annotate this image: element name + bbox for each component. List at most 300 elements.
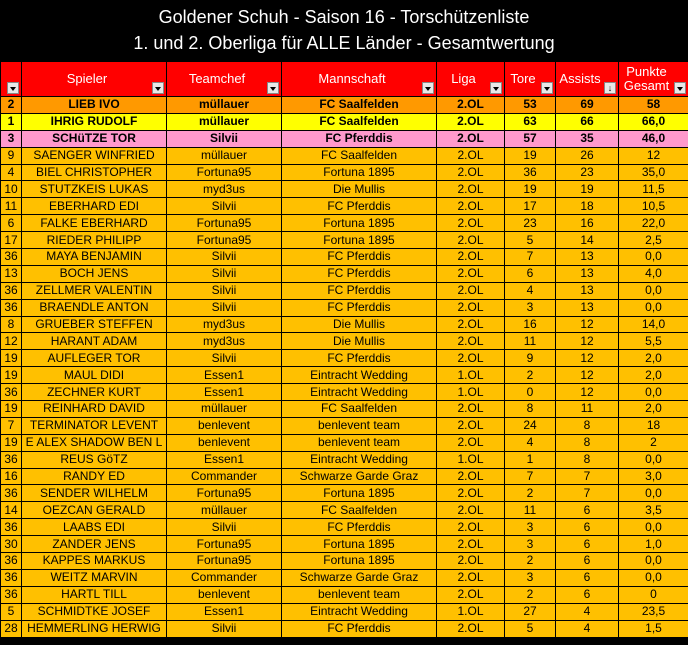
cell-teamchef[interactable]: Fortuna95 xyxy=(167,232,282,249)
sort-descending-icon[interactable]: ↓ xyxy=(604,82,616,94)
cell-tore[interactable]: 19 xyxy=(505,147,556,164)
cell-teamchef[interactable]: Silvii xyxy=(167,620,282,637)
table-row xyxy=(1,130,688,147)
cell-mannschaft[interactable]: FC Saalfelden xyxy=(282,502,437,519)
cell-liga[interactable]: 2.OL xyxy=(437,468,505,485)
cell-rank[interactable]: 13 xyxy=(1,265,22,282)
cell-rank[interactable]: 28 xyxy=(1,620,22,637)
table-row xyxy=(1,401,688,418)
cell-mannschaft[interactable]: Die Mullis xyxy=(282,181,437,198)
cell-liga[interactable]: 2.OL xyxy=(437,316,505,333)
cell-rank[interactable]: 36 xyxy=(1,586,22,603)
cell-assists[interactable]: 13 xyxy=(556,299,619,316)
cell-rank[interactable]: 36 xyxy=(1,553,22,570)
cell-tore[interactable]: 0 xyxy=(505,384,556,401)
table-row xyxy=(1,249,688,266)
cell-liga[interactable]: 1.OL xyxy=(437,451,505,468)
cell-assists[interactable]: 16 xyxy=(556,215,619,232)
cell-mannschaft[interactable]: FC Saalfelden xyxy=(282,147,437,164)
cell-assists[interactable]: 13 xyxy=(556,282,619,299)
cell-mannschaft[interactable]: benlevent team xyxy=(282,434,437,451)
cell-rank[interactable]: 10 xyxy=(1,181,22,198)
cell-tore[interactable]: 24 xyxy=(505,417,556,434)
cell-punkte[interactable]: 1,0 xyxy=(619,536,688,553)
cell-spieler[interactable]: SENDER WILHELM xyxy=(22,485,167,502)
cell-tore[interactable]: 2 xyxy=(505,553,556,570)
cell-rank[interactable]: 36 xyxy=(1,569,22,586)
cell-teamchef[interactable]: Fortuna95 xyxy=(167,485,282,502)
cell-punkte[interactable]: 2,0 xyxy=(619,401,688,418)
cell-liga[interactable]: 2.OL xyxy=(437,620,505,637)
filter-dropdown-icon[interactable] xyxy=(152,82,164,94)
filter-dropdown-icon[interactable] xyxy=(541,82,553,94)
cell-spieler[interactable]: LIEB IVO xyxy=(22,97,167,114)
cell-spieler[interactable]: RIEDER PHILIPP xyxy=(22,232,167,249)
cell-spieler[interactable]: LAABS EDI xyxy=(22,519,167,536)
filter-dropdown-icon[interactable] xyxy=(7,82,19,94)
cell-mannschaft[interactable]: FC Pferddis xyxy=(282,130,437,147)
cell-liga[interactable]: 2.OL xyxy=(437,232,505,249)
cell-teamchef[interactable]: Fortuna95 xyxy=(167,553,282,570)
cell-spieler[interactable]: HARTL TILL xyxy=(22,586,167,603)
cell-punkte[interactable]: 35,0 xyxy=(619,164,688,181)
cell-teamchef[interactable]: müllauer xyxy=(167,97,282,114)
cell-liga[interactable]: 2.OL xyxy=(437,434,505,451)
cell-tore[interactable]: 36 xyxy=(505,164,556,181)
cell-teamchef[interactable]: Essen1 xyxy=(167,384,282,401)
cell-spieler[interactable]: GRUEBER STEFFEN xyxy=(22,316,167,333)
cell-spieler[interactable]: OEZCAN GERALD xyxy=(22,502,167,519)
cell-liga[interactable]: 1.OL xyxy=(437,384,505,401)
cell-teamchef[interactable]: Silvii xyxy=(167,282,282,299)
cell-liga[interactable]: 2.OL xyxy=(437,215,505,232)
cell-assists[interactable]: 35 xyxy=(556,130,619,147)
cell-teamchef[interactable]: müllauer xyxy=(167,401,282,418)
cell-assists[interactable]: 13 xyxy=(556,265,619,282)
cell-rank[interactable]: 17 xyxy=(1,232,22,249)
cell-mannschaft[interactable]: Eintracht Wedding xyxy=(282,384,437,401)
table-row xyxy=(1,519,688,536)
cell-teamchef[interactable]: müllauer xyxy=(167,147,282,164)
cell-spieler[interactable]: RANDY ED xyxy=(22,468,167,485)
header-row xyxy=(1,62,688,97)
cell-mannschaft[interactable]: FC Pferddis xyxy=(282,282,437,299)
table-row xyxy=(1,299,688,316)
cell-liga[interactable]: 2.OL xyxy=(437,282,505,299)
cell-assists[interactable]: 18 xyxy=(556,198,619,215)
cell-teamchef[interactable]: Fortuna95 xyxy=(167,536,282,553)
cell-punkte[interactable]: 12 xyxy=(619,147,688,164)
cell-rank[interactable]: 8 xyxy=(1,316,22,333)
cell-assists[interactable]: 23 xyxy=(556,164,619,181)
cell-tore[interactable]: 16 xyxy=(505,316,556,333)
cell-spieler[interactable]: REUS GöTZ xyxy=(22,451,167,468)
cell-mannschaft[interactable]: FC Saalfelden xyxy=(282,97,437,114)
cell-punkte[interactable]: 66,0 xyxy=(619,113,688,130)
table-row xyxy=(1,384,688,401)
header-assists: Assists ↓ xyxy=(556,62,619,97)
cell-liga[interactable]: 2.OL xyxy=(437,181,505,198)
cell-spieler[interactable]: ZELLMER VALENTIN xyxy=(22,282,167,299)
cell-teamchef[interactable]: Silvii xyxy=(167,130,282,147)
cell-tore[interactable]: 19 xyxy=(505,181,556,198)
cell-tore[interactable]: 57 xyxy=(505,130,556,147)
cell-teamchef[interactable]: Essen1 xyxy=(167,367,282,384)
cell-rank[interactable]: 19 xyxy=(1,367,22,384)
table-row xyxy=(1,350,688,367)
cell-tore[interactable]: 23 xyxy=(505,215,556,232)
cell-liga[interactable]: 2.OL xyxy=(437,97,505,114)
cell-punkte[interactable]: 0,0 xyxy=(619,282,688,299)
cell-tore[interactable]: 7 xyxy=(505,249,556,266)
cell-rank[interactable]: 36 xyxy=(1,249,22,266)
cell-rank[interactable]: 5 xyxy=(1,603,22,620)
table-row xyxy=(1,198,688,215)
cell-punkte[interactable]: 5,5 xyxy=(619,333,688,350)
cell-rank[interactable]: 7 xyxy=(1,417,22,434)
cell-teamchef[interactable]: Silvii xyxy=(167,198,282,215)
cell-tore[interactable]: 5 xyxy=(505,620,556,637)
table-row xyxy=(1,468,688,485)
cell-tore[interactable]: 2 xyxy=(505,586,556,603)
cell-mannschaft[interactable]: FC Saalfelden xyxy=(282,113,437,130)
cell-assists[interactable]: 12 xyxy=(556,384,619,401)
cell-punkte[interactable]: 58 xyxy=(619,97,688,114)
cell-teamchef[interactable]: Essen1 xyxy=(167,451,282,468)
cell-tore[interactable]: 3 xyxy=(505,299,556,316)
cell-liga[interactable]: 2.OL xyxy=(437,198,505,215)
cell-punkte[interactable]: 3,5 xyxy=(619,502,688,519)
cell-liga[interactable]: 2.OL xyxy=(437,265,505,282)
cell-tore[interactable]: 9 xyxy=(505,350,556,367)
cell-rank[interactable]: 36 xyxy=(1,299,22,316)
table-row xyxy=(1,603,688,620)
cell-tore[interactable]: 11 xyxy=(505,502,556,519)
filter-dropdown-icon[interactable] xyxy=(490,82,502,94)
table-row xyxy=(1,181,688,198)
cell-mannschaft[interactable]: Fortuna 1895 xyxy=(282,485,437,502)
cell-teamchef[interactable]: benlevent xyxy=(167,586,282,603)
cell-liga[interactable]: 1.OL xyxy=(437,603,505,620)
title-line-1: Goldener Schuh - Saison 16 - Torschützenliste xyxy=(158,7,530,27)
cell-spieler[interactable]: IHRIG RUDOLF xyxy=(22,113,167,130)
cell-tore[interactable]: 3 xyxy=(505,519,556,536)
cell-rank[interactable]: 12 xyxy=(1,333,22,350)
cell-mannschaft[interactable]: Schwarze Garde Graz xyxy=(282,569,437,586)
cell-teamchef[interactable]: Commander xyxy=(167,569,282,586)
cell-spieler[interactable]: EBERHARD EDI xyxy=(22,198,167,215)
cell-assists[interactable]: 6 xyxy=(556,569,619,586)
cell-assists[interactable]: 13 xyxy=(556,249,619,266)
cell-mannschaft[interactable]: Fortuna 1895 xyxy=(282,553,437,570)
cell-mannschaft[interactable]: FC Pferddis xyxy=(282,265,437,282)
cell-assists[interactable]: 12 xyxy=(556,333,619,350)
cell-punkte[interactable]: 0,0 xyxy=(619,485,688,502)
cell-spieler[interactable]: HEMMERLING HERWIG xyxy=(22,620,167,637)
cell-punkte[interactable]: 11,5 xyxy=(619,181,688,198)
cell-mannschaft[interactable]: Eintracht Wedding xyxy=(282,603,437,620)
filter-dropdown-icon[interactable] xyxy=(422,82,434,94)
cell-spieler[interactable]: ZANDER JENS xyxy=(22,536,167,553)
cell-assists[interactable]: 12 xyxy=(556,350,619,367)
cell-tore[interactable]: 53 xyxy=(505,97,556,114)
cell-punkte[interactable]: 0,0 xyxy=(619,384,688,401)
cell-punkte[interactable]: 4,0 xyxy=(619,265,688,282)
cell-tore[interactable]: 4 xyxy=(505,282,556,299)
cell-liga[interactable]: 2.OL xyxy=(437,130,505,147)
cell-rank[interactable]: 16 xyxy=(1,468,22,485)
cell-punkte[interactable]: 2,0 xyxy=(619,367,688,384)
cell-rank[interactable]: 36 xyxy=(1,282,22,299)
cell-spieler[interactable]: E ALEX SHADOW BEN L xyxy=(22,434,167,451)
cell-rank[interactable]: 36 xyxy=(1,384,22,401)
cell-teamchef[interactable]: myd3us xyxy=(167,316,282,333)
cell-punkte[interactable]: 10,5 xyxy=(619,198,688,215)
cell-assists[interactable]: 12 xyxy=(556,316,619,333)
cell-tore[interactable]: 7 xyxy=(505,468,556,485)
cell-rank[interactable]: 3 xyxy=(1,130,22,147)
cell-punkte[interactable]: 0,0 xyxy=(619,299,688,316)
cell-spieler[interactable]: MAUL DIDI xyxy=(22,367,167,384)
cell-liga[interactable]: 2.OL xyxy=(437,299,505,316)
cell-teamchef[interactable]: Silvii xyxy=(167,519,282,536)
cell-liga[interactable]: 2.OL xyxy=(437,569,505,586)
table-row xyxy=(1,316,688,333)
cell-mannschaft[interactable]: Fortuna 1895 xyxy=(282,164,437,181)
cell-teamchef[interactable]: Fortuna95 xyxy=(167,215,282,232)
cell-liga[interactable]: 1.OL xyxy=(437,367,505,384)
cell-mannschaft[interactable]: FC Pferddis xyxy=(282,620,437,637)
filter-dropdown-icon[interactable] xyxy=(267,82,279,94)
cell-liga[interactable]: 2.OL xyxy=(437,553,505,570)
cell-tore[interactable]: 3 xyxy=(505,536,556,553)
cell-mannschaft[interactable]: Schwarze Garde Graz xyxy=(282,468,437,485)
cell-assists[interactable]: 4 xyxy=(556,603,619,620)
cell-assists[interactable]: 8 xyxy=(556,434,619,451)
cell-tore[interactable]: 27 xyxy=(505,603,556,620)
header-rank xyxy=(1,62,22,97)
cell-tore[interactable]: 2 xyxy=(505,367,556,384)
header-punkte: Punkte Gesamt xyxy=(619,62,688,97)
cell-rank[interactable]: 14 xyxy=(1,502,22,519)
cell-teamchef[interactable]: Fortuna95 xyxy=(167,164,282,181)
cell-tore[interactable]: 4 xyxy=(505,434,556,451)
table-row xyxy=(1,113,688,130)
cell-rank[interactable]: 36 xyxy=(1,519,22,536)
cell-assists[interactable]: 12 xyxy=(556,367,619,384)
cell-liga[interactable]: 2.OL xyxy=(437,249,505,266)
cell-liga[interactable]: 2.OL xyxy=(437,536,505,553)
cell-spieler[interactable]: BRAENDLE ANTON xyxy=(22,299,167,316)
cell-liga[interactable]: 2.OL xyxy=(437,401,505,418)
cell-mannschaft[interactable]: FC Pferddis xyxy=(282,519,437,536)
cell-mannschaft[interactable]: Fortuna 1895 xyxy=(282,536,437,553)
cell-punkte[interactable]: 0 xyxy=(619,586,688,603)
table-row xyxy=(1,215,688,232)
cell-punkte[interactable]: 22,0 xyxy=(619,215,688,232)
cell-mannschaft[interactable]: FC Pferddis xyxy=(282,198,437,215)
cell-punkte[interactable]: 23,5 xyxy=(619,603,688,620)
cell-rank[interactable]: 36 xyxy=(1,485,22,502)
cell-punkte[interactable]: 0,0 xyxy=(619,519,688,536)
cell-teamchef[interactable]: Silvii xyxy=(167,265,282,282)
table-row xyxy=(1,569,688,586)
cell-rank[interactable]: 11 xyxy=(1,198,22,215)
cell-assists[interactable]: 8 xyxy=(556,417,619,434)
cell-assists[interactable]: 4 xyxy=(556,620,619,637)
cell-mannschaft[interactable]: benlevent team xyxy=(282,586,437,603)
table-row xyxy=(1,586,688,603)
cell-tore[interactable]: 11 xyxy=(505,333,556,350)
cell-tore[interactable]: 3 xyxy=(505,569,556,586)
cell-spieler[interactable]: ZECHNER KURT xyxy=(22,384,167,401)
cell-punkte[interactable]: 0,0 xyxy=(619,451,688,468)
cell-spieler[interactable]: HARANT ADAM xyxy=(22,333,167,350)
cell-liga[interactable]: 2.OL xyxy=(437,417,505,434)
table-row xyxy=(1,502,688,519)
cell-spieler[interactable]: STUTZKEIS LUKAS xyxy=(22,181,167,198)
cell-liga[interactable]: 2.OL xyxy=(437,147,505,164)
cell-spieler[interactable]: AUFLEGER TOR xyxy=(22,350,167,367)
cell-spieler[interactable]: SCHüTZE TOR xyxy=(22,130,167,147)
cell-assists[interactable]: 69 xyxy=(556,97,619,114)
cell-punkte[interactable]: 14,0 xyxy=(619,316,688,333)
header-teamchef: Teamchef xyxy=(167,62,282,97)
cell-mannschaft[interactable]: FC Pferddis xyxy=(282,350,437,367)
table-row xyxy=(1,147,688,164)
cell-rank[interactable]: 30 xyxy=(1,536,22,553)
cell-mannschaft[interactable]: Die Mullis xyxy=(282,333,437,350)
cell-mannschaft[interactable]: FC Pferddis xyxy=(282,249,437,266)
cell-teamchef[interactable]: müllauer xyxy=(167,502,282,519)
cell-mannschaft[interactable]: benlevent team xyxy=(282,417,437,434)
table-row xyxy=(1,97,688,114)
cell-punkte[interactable]: 46,0 xyxy=(619,130,688,147)
cell-assists[interactable]: 7 xyxy=(556,468,619,485)
cell-punkte[interactable]: 3,0 xyxy=(619,468,688,485)
table-row xyxy=(1,265,688,282)
cell-punkte[interactable]: 1,5 xyxy=(619,620,688,637)
cell-punkte[interactable]: 0,0 xyxy=(619,249,688,266)
table-row xyxy=(1,451,688,468)
cell-mannschaft[interactable]: Die Mullis xyxy=(282,316,437,333)
cell-liga[interactable]: 2.OL xyxy=(437,350,505,367)
cell-teamchef[interactable]: myd3us xyxy=(167,333,282,350)
cell-punkte[interactable]: 18 xyxy=(619,417,688,434)
cell-spieler[interactable]: FALKE EBERHARD xyxy=(22,215,167,232)
cell-rank[interactable]: 2 xyxy=(1,97,22,114)
cell-rank[interactable]: 19 xyxy=(1,434,22,451)
cell-spieler[interactable]: KAPPES MARKUS xyxy=(22,553,167,570)
cell-rank[interactable]: 4 xyxy=(1,164,22,181)
header-tore: Tore xyxy=(505,62,556,97)
cell-assists[interactable]: 6 xyxy=(556,586,619,603)
cell-assists[interactable]: 11 xyxy=(556,401,619,418)
cell-assists[interactable]: 6 xyxy=(556,553,619,570)
cell-teamchef[interactable]: Silvii xyxy=(167,249,282,266)
cell-teamchef[interactable]: Commander xyxy=(167,468,282,485)
cell-spieler[interactable]: SCHMIDTKE JOSEF xyxy=(22,603,167,620)
cell-punkte[interactable]: 0,0 xyxy=(619,569,688,586)
cell-spieler[interactable]: MAYA BENJAMIN xyxy=(22,249,167,266)
cell-mannschaft[interactable]: Fortuna 1895 xyxy=(282,215,437,232)
cell-tore[interactable]: 17 xyxy=(505,198,556,215)
cell-assists[interactable]: 6 xyxy=(556,536,619,553)
cell-rank[interactable]: 1 xyxy=(1,113,22,130)
cell-mannschaft[interactable]: Eintracht Wedding xyxy=(282,367,437,384)
cell-rank[interactable]: 19 xyxy=(1,401,22,418)
cell-assists[interactable]: 8 xyxy=(556,451,619,468)
cell-liga[interactable]: 2.OL xyxy=(437,519,505,536)
cell-tore[interactable]: 6 xyxy=(505,265,556,282)
title-line-2: 1. und 2. Oberliga für ALLE Länder - Gesamtwertung xyxy=(133,33,555,53)
cell-assists[interactable]: 19 xyxy=(556,181,619,198)
sheet-title xyxy=(0,0,688,61)
table-row xyxy=(1,553,688,570)
cell-rank[interactable]: 6 xyxy=(1,215,22,232)
cell-punkte[interactable]: 2,0 xyxy=(619,350,688,367)
cell-assists[interactable]: 66 xyxy=(556,113,619,130)
cell-spieler[interactable]: REINHARD DAVID xyxy=(22,401,167,418)
cell-spieler[interactable]: WEITZ MARVIN xyxy=(22,569,167,586)
cell-assists[interactable]: 6 xyxy=(556,502,619,519)
table-row xyxy=(1,164,688,181)
cell-tore[interactable]: 8 xyxy=(505,401,556,418)
cell-rank[interactable]: 9 xyxy=(1,147,22,164)
cell-teamchef[interactable]: müllauer xyxy=(167,113,282,130)
cell-liga[interactable]: 2.OL xyxy=(437,485,505,502)
table-row xyxy=(1,232,688,249)
cell-teamchef[interactable]: Silvii xyxy=(167,350,282,367)
cell-tore[interactable]: 1 xyxy=(505,451,556,468)
cell-spieler[interactable]: TERMINATOR LEVENT xyxy=(22,417,167,434)
table-row xyxy=(1,485,688,502)
cell-liga[interactable]: 2.OL xyxy=(437,113,505,130)
cell-liga[interactable]: 2.OL xyxy=(437,164,505,181)
cell-spieler[interactable]: BIEL CHRISTOPHER xyxy=(22,164,167,181)
cell-mannschaft[interactable]: FC Pferddis xyxy=(282,299,437,316)
table-row xyxy=(1,620,688,637)
cell-teamchef[interactable]: Essen1 xyxy=(167,603,282,620)
cell-teamchef[interactable]: benlevent xyxy=(167,417,282,434)
cell-spieler[interactable]: SAENGER WINFRIED xyxy=(22,147,167,164)
cell-assists[interactable]: 26 xyxy=(556,147,619,164)
cell-punkte[interactable]: 2 xyxy=(619,434,688,451)
cell-assists[interactable]: 7 xyxy=(556,485,619,502)
table-row xyxy=(1,333,688,350)
cell-tore[interactable]: 2 xyxy=(505,485,556,502)
cell-rank[interactable]: 36 xyxy=(1,451,22,468)
cell-punkte[interactable]: 2,5 xyxy=(619,232,688,249)
cell-tore[interactable]: 63 xyxy=(505,113,556,130)
cell-mannschaft[interactable]: Fortuna 1895 xyxy=(282,232,437,249)
cell-teamchef[interactable]: myd3us xyxy=(167,181,282,198)
cell-liga[interactable]: 2.OL xyxy=(437,586,505,603)
cell-punkte[interactable]: 0,0 xyxy=(619,553,688,570)
cell-mannschaft[interactable]: Eintracht Wedding xyxy=(282,451,437,468)
cell-tore[interactable]: 5 xyxy=(505,232,556,249)
cell-assists[interactable]: 6 xyxy=(556,519,619,536)
cell-teamchef[interactable]: Silvii xyxy=(167,299,282,316)
filter-dropdown-icon[interactable] xyxy=(674,82,686,94)
cell-rank[interactable]: 19 xyxy=(1,350,22,367)
cell-liga[interactable]: 2.OL xyxy=(437,333,505,350)
cell-teamchef[interactable]: benlevent xyxy=(167,434,282,451)
cell-liga[interactable]: 2.OL xyxy=(437,502,505,519)
cell-assists[interactable]: 14 xyxy=(556,232,619,249)
cell-spieler[interactable]: BOCH JENS xyxy=(22,265,167,282)
cell-mannschaft[interactable]: FC Saalfelden xyxy=(282,401,437,418)
